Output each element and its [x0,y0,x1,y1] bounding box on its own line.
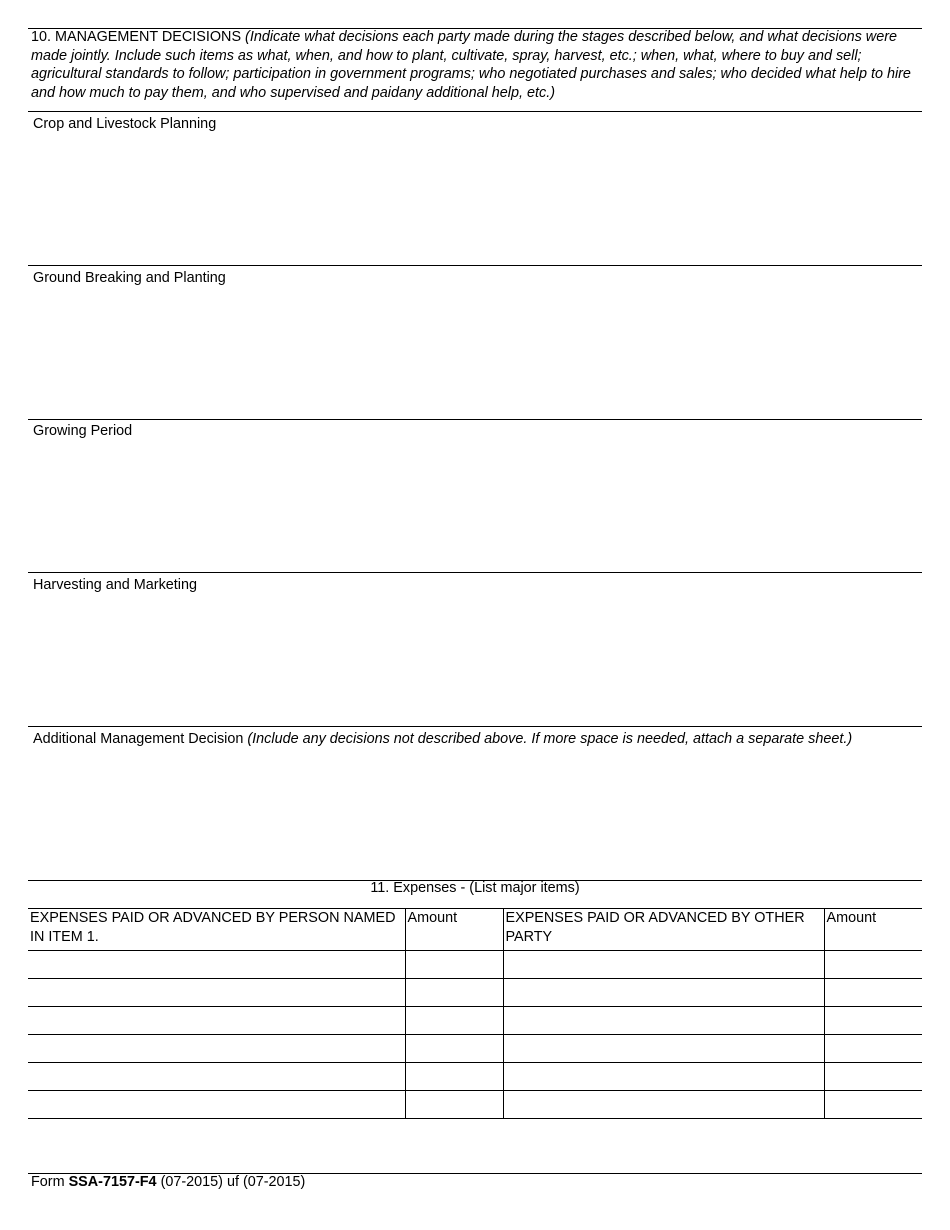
harvesting-marketing-field[interactable] [28,596,922,724]
other-amount-input[interactable] [825,1063,923,1090]
other-amount-input[interactable] [825,1091,923,1118]
stage-rule [28,111,922,112]
stage-rule [28,572,922,573]
person-expense-input[interactable] [28,1007,405,1034]
additional-decision-label [33,730,852,748]
other-expense-input[interactable] [504,1007,824,1034]
ground-breaking-planting-field[interactable] [28,289,922,417]
other-expense-input[interactable] [504,1091,824,1118]
expenses-table [28,908,922,1119]
stage-rule [28,419,922,420]
section-10-title: 10. MANAGEMENT DECISIONS [31,29,242,45]
other-expenses-header: EXPENSES PAID OR ADVANCED BY OTHER PARTY [503,909,824,951]
section-10-heading [31,28,919,102]
additional-decision-note: (Include any decisions not described above. If more space is needed, attach a separate sheet.) [247,731,853,747]
other-amount-header: Amount [824,909,922,951]
additional-decision-field[interactable] [28,750,922,878]
form-number: SSA-7157-F4 [68,1174,157,1190]
form-revision: (07-2015) uf (07-2015) [160,1174,306,1190]
stage-rule [28,726,922,727]
ground-breaking-planting-label: Ground Breaking and Planting [33,270,226,286]
other-amount-input[interactable] [825,1035,923,1062]
other-expense-input[interactable] [504,1063,824,1090]
person-expenses-header: EXPENSES PAID OR ADVANCED BY PERSON NAMED IN ITEM 1. [28,909,405,951]
other-amount-input[interactable] [825,951,923,978]
growing-period-label: Growing Period [33,423,133,439]
person-expense-input[interactable] [28,1063,405,1090]
expenses-header-row [28,909,922,951]
table-row [28,979,922,1007]
crop-livestock-planning-label: Crop and Livestock Planning [33,116,217,132]
table-row [28,1035,922,1063]
growing-period-field[interactable] [28,442,922,570]
person-amount-input[interactable] [406,1035,503,1062]
person-amount-header: Amount [405,909,503,951]
person-expense-input[interactable] [28,951,405,978]
person-amount-input[interactable] [406,1063,503,1090]
additional-decision-title: Additional Management Decision [33,731,244,747]
form-footer [31,1173,305,1191]
person-expense-input[interactable] [28,1091,405,1118]
expenses-title: 11. Expenses - (List major items) [370,880,580,896]
other-expense-input[interactable] [504,1035,824,1062]
table-row [28,1091,922,1119]
table-row [28,951,922,979]
person-amount-input[interactable] [406,1007,503,1034]
other-amount-input[interactable] [825,1007,923,1034]
footer-prefix: Form [31,1174,65,1190]
other-expense-input[interactable] [504,979,824,1006]
other-amount-input[interactable] [825,979,923,1006]
person-amount-input[interactable] [406,951,503,978]
person-expense-input[interactable] [28,979,405,1006]
person-amount-input[interactable] [406,1091,503,1118]
table-row [28,1007,922,1035]
table-row [28,1063,922,1091]
person-expense-input[interactable] [28,1035,405,1062]
person-amount-input[interactable] [406,979,503,1006]
crop-livestock-planning-field[interactable] [28,135,922,263]
harvesting-marketing-label: Harvesting and Marketing [33,577,197,593]
other-expense-input[interactable] [504,951,824,978]
stage-rule [28,265,922,266]
section-10-instructions: (Indicate what decisions each party made during the stages described below, and what decisions were made jointly. Include such items as what, when, and how to plant, cultivate, spray, harvest, etc.; when, what, where to buy and sell; agricultural standards to follow; participation in government programs; who negotiated purchases and sales; who decided what help to hire and how much to pay them, and who supervised and paidany additional help, etc.) [31,29,911,101]
